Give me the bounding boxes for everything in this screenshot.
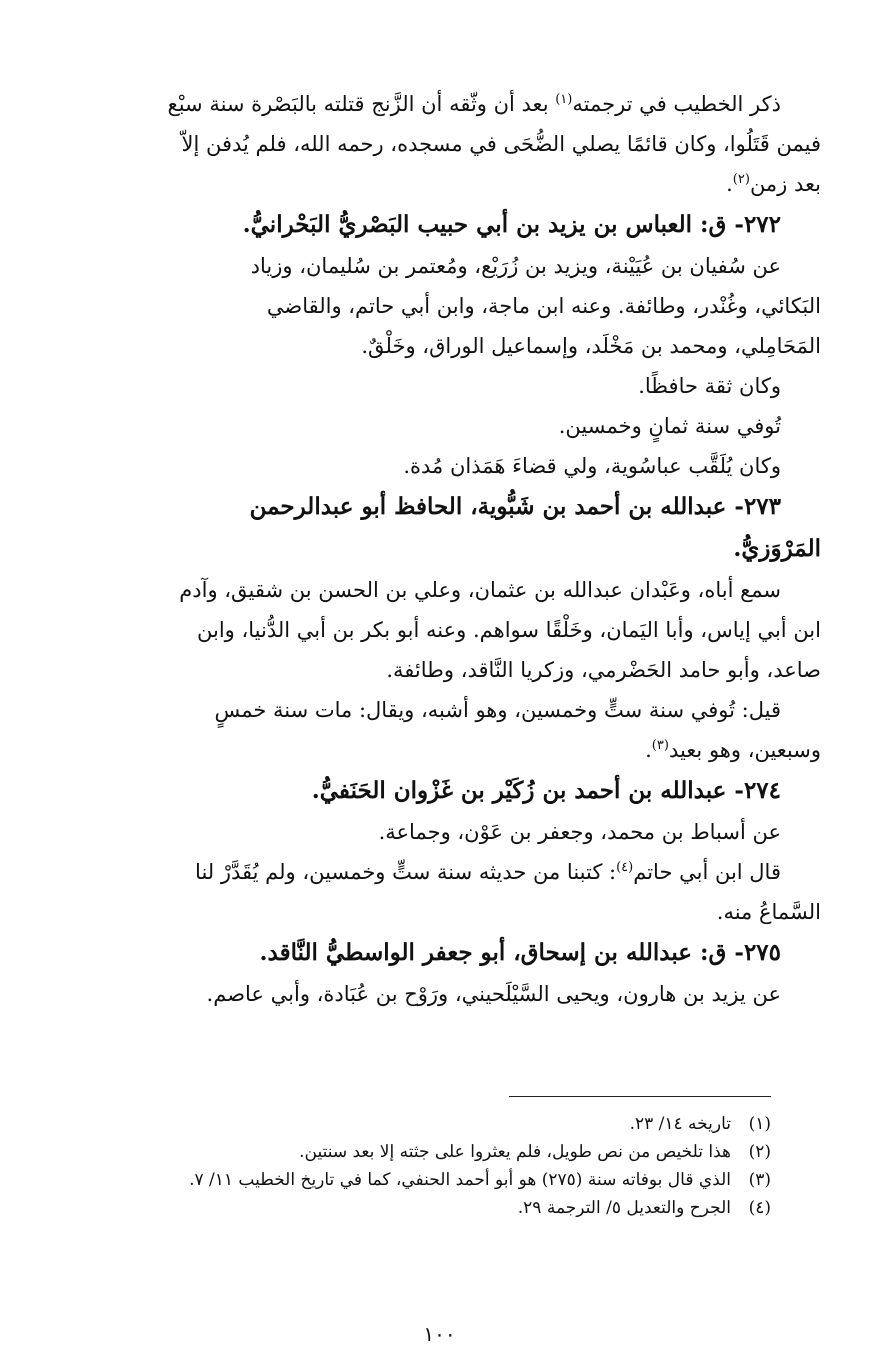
entry-heading-273-cont: المَرْوَزيُّ. <box>733 535 821 562</box>
footnote-ref[interactable]: (٤) <box>616 860 634 875</box>
paragraph-line: عن سُفيان بن عُيَيْنة، ويزيد بن زُرَيْع، ومُعتمر بن سُليمان، وزياد <box>250 254 781 278</box>
page-number: ١٠٠ <box>423 1322 456 1346</box>
paragraph-line: فيمن قَتَلُوا، وكان قائمًا يصلي الضُّحَى في مسجده، رحمه الله، فلم يُدفن إلاّ <box>181 132 821 156</box>
paragraph-line: وكان ثقة حافظًا. <box>638 374 781 398</box>
paragraph-line: قال ابن أبي حاتم$^{(٤)}$: كتبنا من حديثه سنة ستٍّ وخمسين، ولم يُقَدَّرْ لنا <box>195 860 781 884</box>
paragraph-line: وكان يُلَقَّب عباسُوية، ولي قضاءَ هَمَذان مُدة. <box>403 454 781 478</box>
paragraph-line: ذكر الخطيب في ترجمته$^{(١)}$ بعد أن وثّقه أن الزَّنج قتلته بالبَصْرة سنة سبْع <box>167 92 781 116</box>
footnotes <box>51 1110 771 1222</box>
entry-heading-272: ٢٧٢- ق: العباس بن يزيد بن أبي حبيب البَصْريُّ البَحْرانيُّ. <box>242 211 781 238</box>
footnote-3: (٣)الذي قال بوفاته سنة (٢٧٥) هو أبو أحمد الحنفي، كما في تاريخ الخطيب ١١/ ٧. <box>189 1170 771 1190</box>
footnote-1: (١)تاريخه ١٤/ ٢٣. <box>629 1114 771 1134</box>
entry-heading-275: ٢٧٥- ق: عبدالله بن إسحاق، أبو جعفر الواسطيُّ النَّاقد. <box>259 939 781 966</box>
footnote-2: (٢)هذا تلخيص من نص طويل، فلم يعثروا على جثته إلا بعد سنتين. <box>299 1142 771 1162</box>
paragraph-line: عن يزيد بن هارون، ويحيى السَّيْلَحيني، ورَوْح بن عُبَادة، وأبي عاصم. <box>206 982 781 1006</box>
paragraph-line: تُوفي سنة ثمانٍ وخمسين. <box>558 414 781 438</box>
paragraph-line: قيل: تُوفي سنة ستٍّ وخمسين، وهو أشبه، ويقال: مات سنة خمسٍ <box>214 698 781 722</box>
footnote-divider <box>509 1096 771 1097</box>
paragraph-line: بعد زمن$^{(٢)}$. <box>726 172 821 196</box>
footnote-ref[interactable]: (٢) <box>732 172 750 187</box>
paragraph-line: ابن أبي إياس، وأبا اليَمان، وخَلْقًا سواهم. وعنه أبو بكر بن أبي الدُّنيا، وابن <box>196 618 821 642</box>
main-text <box>54 84 821 1014</box>
paragraph-line: صاعد، وأبو حامد الحَضْرمي، وزكريا النَّاقد، وطائفة. <box>386 658 821 682</box>
paragraph-line: سمع أباه، وعَبْدان عبدالله بن عثمان، وعلي بن الحسن بن شقيق، وآدم <box>179 578 781 602</box>
paragraph-line: عن أسباط بن محمد، وجعفر بن عَوْن، وجماعة. <box>378 820 781 844</box>
entry-heading-273: ٢٧٣- عبدالله بن أحمد بن شَبُّوية، الحافظ أبو عبدالرحمن <box>249 493 781 520</box>
entry-heading-274: ٢٧٤- عبدالله بن أحمد بن زُكَيْر بن غَزْوان الحَنَفيُّ. <box>311 777 781 804</box>
paragraph-line: المَحَامِلي، ومحمد بن مَخْلَد، وإسماعيل الوراق، وخَلْقٌ. <box>361 334 821 358</box>
footnote-4: (٤)الجرح والتعديل ٥/ الترجمة ٢٩. <box>517 1198 771 1218</box>
paragraph-line: السَّماعُ منه. <box>716 900 821 924</box>
paragraph-line: البَكائي، وغُنْدر، وطائفة. وعنه ابن ماجة، وابن أبي حاتم، والقاضي <box>266 294 821 318</box>
footnote-ref[interactable]: (١) <box>555 92 573 107</box>
paragraph-line: وسبعين، وهو بعيد$^{(٣)}$. <box>645 738 821 762</box>
footnote-ref[interactable]: (٣) <box>651 738 669 753</box>
